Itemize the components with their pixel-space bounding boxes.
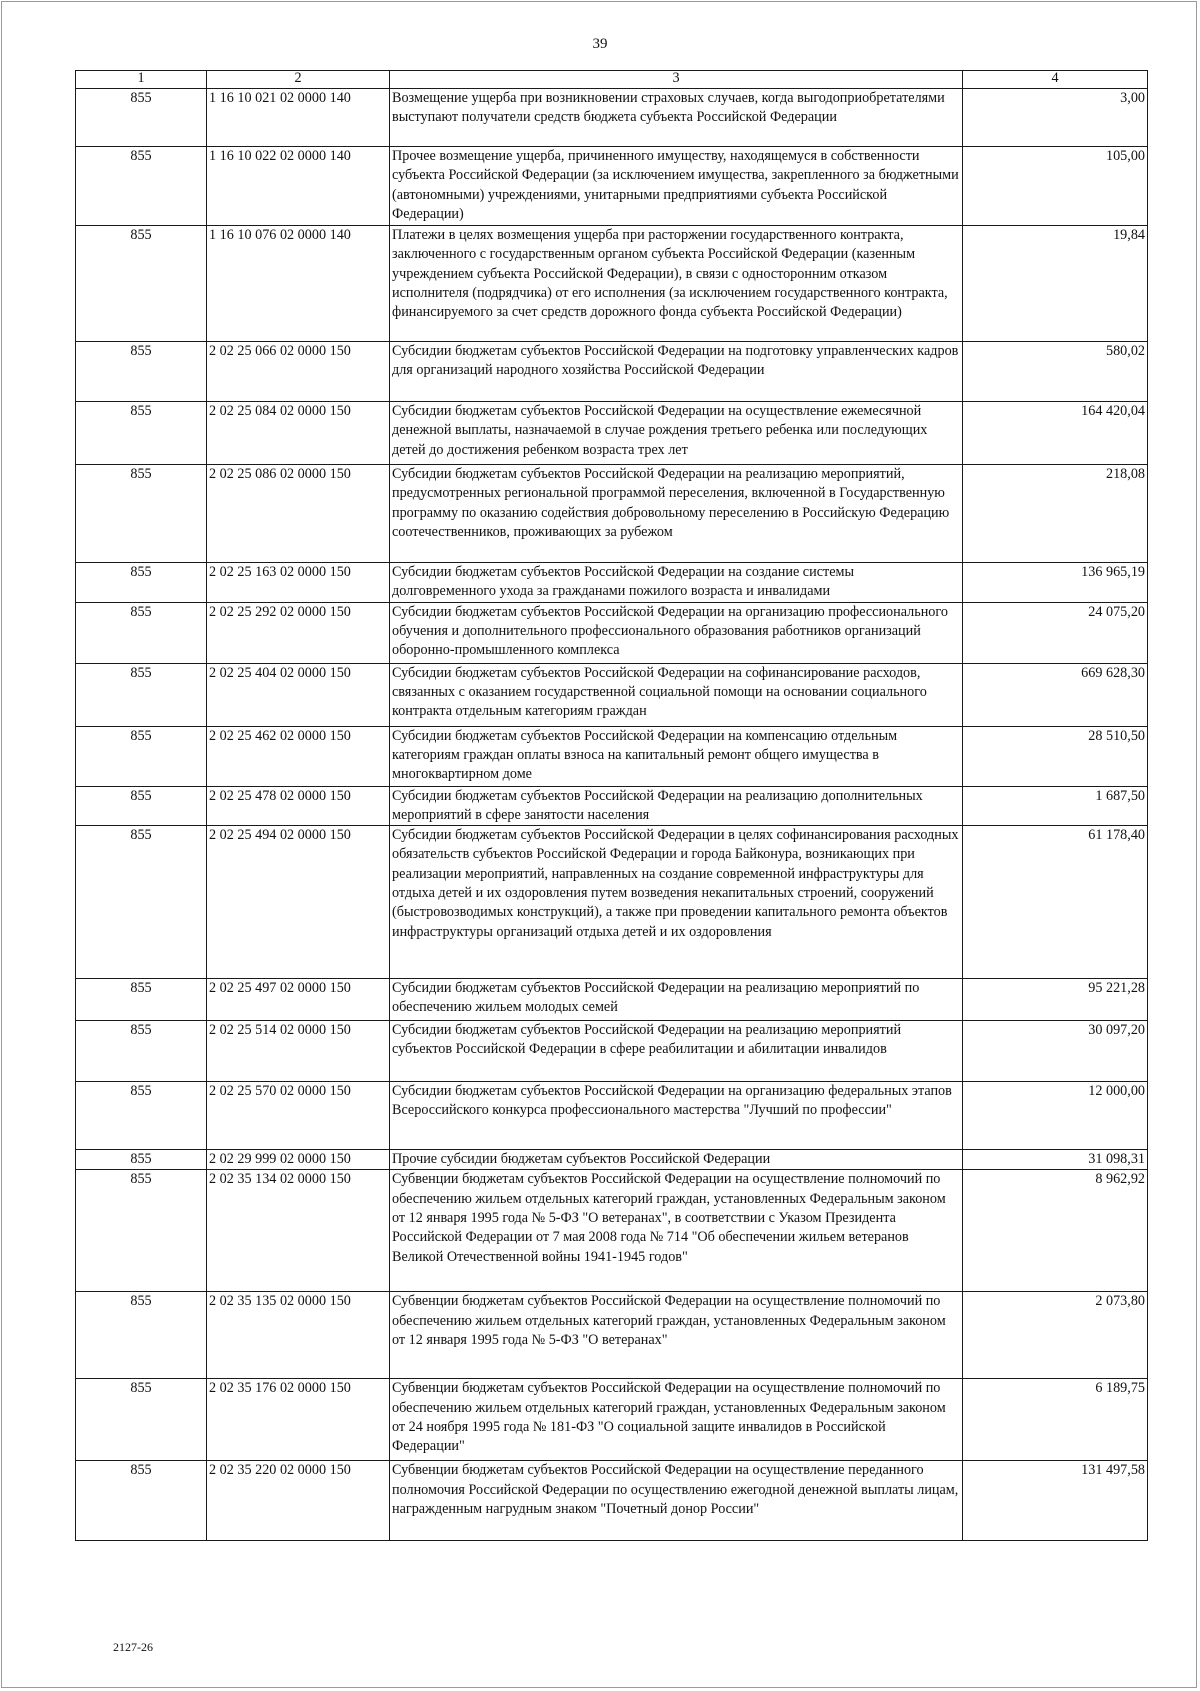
row-description: Субсидии бюджетам субъектов Российской Федерации на реализацию дополнительных мероприятий в сфере занятости населения bbox=[390, 786, 963, 826]
row-admin-code: 855 bbox=[76, 563, 207, 603]
row-description: Субсидии бюджетам субъектов Российской Федерации в целях софинансирования расходных обязательств субъектов Российской Федерации и города Байконура, возникающих при реализации мероприятий, направленных на создание современной инфраструктуры для отдыха детей и их оздоровления путем возведения некапитальных строений, сооружений (быстровозводимых конструкций), а также при проведении капитального ремонта объектов инфраструктуры организаций отдыха детей и их оздоровления bbox=[390, 826, 963, 979]
table-row bbox=[76, 786, 1148, 826]
row-amount: 105,00 bbox=[963, 147, 1148, 226]
row-amount: 218,08 bbox=[963, 465, 1148, 563]
table-row bbox=[76, 1150, 1148, 1170]
table-row bbox=[76, 226, 1148, 342]
row-budget-classification-code: 2 02 25 084 02 0000 150 bbox=[207, 402, 390, 465]
table-row bbox=[76, 563, 1148, 603]
row-budget-classification-code: 2 02 35 134 02 0000 150 bbox=[207, 1170, 390, 1292]
table-row bbox=[76, 1170, 1148, 1292]
row-amount: 19,84 bbox=[963, 226, 1148, 342]
row-description: Субсидии бюджетам субъектов Российской Федерации на реализацию мероприятий, предусмотренных региональной программой переселения, включенной в Государственную программу по оказанию содействия добровольному переселению в Российскую Федерацию соотечественников, проживающих за рубежом bbox=[390, 465, 963, 563]
row-amount: 8 962,92 bbox=[963, 1170, 1148, 1292]
row-admin-code: 855 bbox=[76, 1461, 207, 1541]
table-row bbox=[76, 89, 1148, 147]
footer-document-code: 2127-26 bbox=[113, 1640, 153, 1654]
row-amount: 2 073,80 bbox=[963, 1292, 1148, 1379]
row-budget-classification-code: 2 02 25 570 02 0000 150 bbox=[207, 1082, 390, 1150]
row-amount: 669 628,30 bbox=[963, 663, 1148, 726]
row-amount: 580,02 bbox=[963, 342, 1148, 402]
row-admin-code: 855 bbox=[76, 786, 207, 826]
row-description: Субсидии бюджетам субъектов Российской Федерации на софинансирование расходов, связанных с оказанием государственной социальной помощи на основании социального контракта отдельным категориям граждан bbox=[390, 663, 963, 726]
column-header-2: 2 bbox=[207, 71, 390, 89]
row-admin-code: 855 bbox=[76, 465, 207, 563]
row-description: Субсидии бюджетам субъектов Российской Федерации на реализацию мероприятий субъектов Российской Федерации в сфере реабилитации и абилитации инвалидов bbox=[390, 1021, 963, 1082]
row-description: Субвенции бюджетам субъектов Российской Федерации на осуществление полномочий по обеспечению жильем отдельных категорий граждан, установленных Федеральным законом от 12 января 1995 года № 5-ФЗ "О ветеранах", в соответствии с Указом Президента Российской Федерации от 7 мая 2008 года № 714 "Об обеспечении жильем ветеранов Великой Отечественной войны 1941-1945 годов" bbox=[390, 1170, 963, 1292]
row-description: Субсидии бюджетам субъектов Российской Федерации на организацию профессионального обучения и дополнительного профессионального образования работников организаций оборонно-промышленного комплекса bbox=[390, 602, 963, 663]
row-admin-code: 855 bbox=[76, 663, 207, 726]
row-amount: 61 178,40 bbox=[963, 826, 1148, 979]
table-header-row bbox=[76, 71, 1148, 89]
table-row bbox=[76, 826, 1148, 979]
row-admin-code: 855 bbox=[76, 602, 207, 663]
row-amount: 12 000,00 bbox=[963, 1082, 1148, 1150]
row-amount: 31 098,31 bbox=[963, 1150, 1148, 1170]
row-budget-classification-code: 2 02 35 220 02 0000 150 bbox=[207, 1461, 390, 1541]
row-admin-code: 855 bbox=[76, 1150, 207, 1170]
table-row bbox=[76, 1461, 1148, 1541]
row-budget-classification-code: 2 02 25 086 02 0000 150 bbox=[207, 465, 390, 563]
row-description: Субсидии бюджетам субъектов Российской Федерации на создание системы долговременного ухода за гражданами пожилого возраста и инвалидами bbox=[390, 563, 963, 603]
row-amount: 30 097,20 bbox=[963, 1021, 1148, 1082]
revenue-table bbox=[75, 70, 1148, 1541]
row-admin-code: 855 bbox=[76, 979, 207, 1021]
column-header-1: 1 bbox=[76, 71, 207, 89]
row-budget-classification-code: 1 16 10 076 02 0000 140 bbox=[207, 226, 390, 342]
row-admin-code: 855 bbox=[76, 726, 207, 786]
row-budget-classification-code: 2 02 25 514 02 0000 150 bbox=[207, 1021, 390, 1082]
row-amount: 3,00 bbox=[963, 89, 1148, 147]
row-budget-classification-code: 2 02 25 404 02 0000 150 bbox=[207, 663, 390, 726]
table-row bbox=[76, 402, 1148, 465]
row-amount: 136 965,19 bbox=[963, 563, 1148, 603]
column-header-4: 4 bbox=[963, 71, 1148, 89]
row-amount: 24 075,20 bbox=[963, 602, 1148, 663]
row-budget-classification-code: 2 02 25 163 02 0000 150 bbox=[207, 563, 390, 603]
table-row bbox=[76, 147, 1148, 226]
row-budget-classification-code: 2 02 29 999 02 0000 150 bbox=[207, 1150, 390, 1170]
row-description: Субсидии бюджетам субъектов Российской Федерации на компенсацию отдельным категориям граждан оплаты взноса на капитальный ремонт общего имущества в многоквартирном доме bbox=[390, 726, 963, 786]
table-row bbox=[76, 1292, 1148, 1379]
page-number: 39 bbox=[592, 36, 608, 52]
row-description: Субвенции бюджетам субъектов Российской Федерации на осуществление полномочий по обеспечению жильем отдельных категорий граждан, установленных Федеральным законом от 24 ноября 1995 года № 181-ФЗ "О социальной защите инвалидов в Российской Федерации" bbox=[390, 1379, 963, 1461]
table-row bbox=[76, 1082, 1148, 1150]
row-admin-code: 855 bbox=[76, 89, 207, 147]
row-budget-classification-code: 2 02 25 497 02 0000 150 bbox=[207, 979, 390, 1021]
row-description: Субвенции бюджетам субъектов Российской Федерации на осуществление полномочий по обеспечению жильем отдельных категорий граждан, установленных Федеральным законом от 12 января 1995 года № 5-ФЗ "О ветеранах" bbox=[390, 1292, 963, 1379]
row-amount: 1 687,50 bbox=[963, 786, 1148, 826]
row-description: Прочее возмещение ущерба, причиненного имуществу, находящемуся в собственности субъекта Российской Федерации (за исключением имущества, закрепленного за бюджетными (автономными) учреждениями, унитарными предприятиями субъекта Российской Федерации) bbox=[390, 147, 963, 226]
row-description: Возмещение ущерба при возникновении страховых случаев, когда выгодоприобретателями выступают получатели средств бюджета субъекта Российской Федерации bbox=[390, 89, 963, 147]
table-row bbox=[76, 663, 1148, 726]
row-amount: 6 189,75 bbox=[963, 1379, 1148, 1461]
row-budget-classification-code: 2 02 25 066 02 0000 150 bbox=[207, 342, 390, 402]
row-description: Субсидии бюджетам субъектов Российской Федерации на организацию федеральных этапов Всероссийского конкурса профессионального мастерства "Лучший по профессии" bbox=[390, 1082, 963, 1150]
row-description: Субсидии бюджетам субъектов Российской Федерации на осуществление ежемесячной денежной выплаты, назначаемой в случае рождения третьего ребенка или последующих детей до достижения ребенком возраста трех лет bbox=[390, 402, 963, 465]
row-admin-code: 855 bbox=[76, 1021, 207, 1082]
row-admin-code: 855 bbox=[76, 147, 207, 226]
row-budget-classification-code: 1 16 10 022 02 0000 140 bbox=[207, 147, 390, 226]
row-admin-code: 855 bbox=[76, 342, 207, 402]
table-row bbox=[76, 465, 1148, 563]
row-admin-code: 855 bbox=[76, 226, 207, 342]
column-header-3: 3 bbox=[390, 71, 963, 89]
row-description: Субвенции бюджетам субъектов Российской Федерации на осуществление переданного полномочия Российской Федерации по осуществлению ежегодной денежной выплаты лицам, награжденным нагрудным знаком "Почетный донор России" bbox=[390, 1461, 963, 1541]
row-description: Субсидии бюджетам субъектов Российской Федерации на реализацию мероприятий по обеспечению жильем молодых семей bbox=[390, 979, 963, 1021]
row-amount: 28 510,50 bbox=[963, 726, 1148, 786]
row-amount: 131 497,58 bbox=[963, 1461, 1148, 1541]
row-description: Субсидии бюджетам субъектов Российской Федерации на подготовку управленческих кадров для организаций народного хозяйства Российской Федерации bbox=[390, 342, 963, 402]
table-row bbox=[76, 979, 1148, 1021]
row-budget-classification-code: 2 02 35 176 02 0000 150 bbox=[207, 1379, 390, 1461]
row-budget-classification-code: 1 16 10 021 02 0000 140 bbox=[207, 89, 390, 147]
row-amount: 164 420,04 bbox=[963, 402, 1148, 465]
row-admin-code: 855 bbox=[76, 1170, 207, 1292]
row-admin-code: 855 bbox=[76, 1082, 207, 1150]
row-budget-classification-code: 2 02 25 478 02 0000 150 bbox=[207, 786, 390, 826]
table-row bbox=[76, 342, 1148, 402]
table-row bbox=[76, 726, 1148, 786]
row-admin-code: 855 bbox=[76, 1292, 207, 1379]
row-amount: 95 221,28 bbox=[963, 979, 1148, 1021]
row-admin-code: 855 bbox=[76, 402, 207, 465]
row-description: Платежи в целях возмещения ущерба при расторжении государственного контракта, заключенного с государственным органом субъекта Российской Федерации (казенным учреждением субъекта Российской Федерации), в связи с односторонним отказом исполнителя (подрядчика) от его исполнения (за исключением государственного контракта, финансируемого за счет средств дорожного фонда субъекта Российской Федерации) bbox=[390, 226, 963, 342]
row-budget-classification-code: 2 02 25 494 02 0000 150 bbox=[207, 826, 390, 979]
row-budget-classification-code: 2 02 35 135 02 0000 150 bbox=[207, 1292, 390, 1379]
table-row bbox=[76, 1021, 1148, 1082]
row-admin-code: 855 bbox=[76, 826, 207, 979]
row-description: Прочие субсидии бюджетам субъектов Российской Федерации bbox=[390, 1150, 963, 1170]
row-budget-classification-code: 2 02 25 462 02 0000 150 bbox=[207, 726, 390, 786]
row-budget-classification-code: 2 02 25 292 02 0000 150 bbox=[207, 602, 390, 663]
table-row bbox=[76, 1379, 1148, 1461]
table-body bbox=[76, 89, 1148, 1541]
table-row bbox=[76, 602, 1148, 663]
row-admin-code: 855 bbox=[76, 1379, 207, 1461]
